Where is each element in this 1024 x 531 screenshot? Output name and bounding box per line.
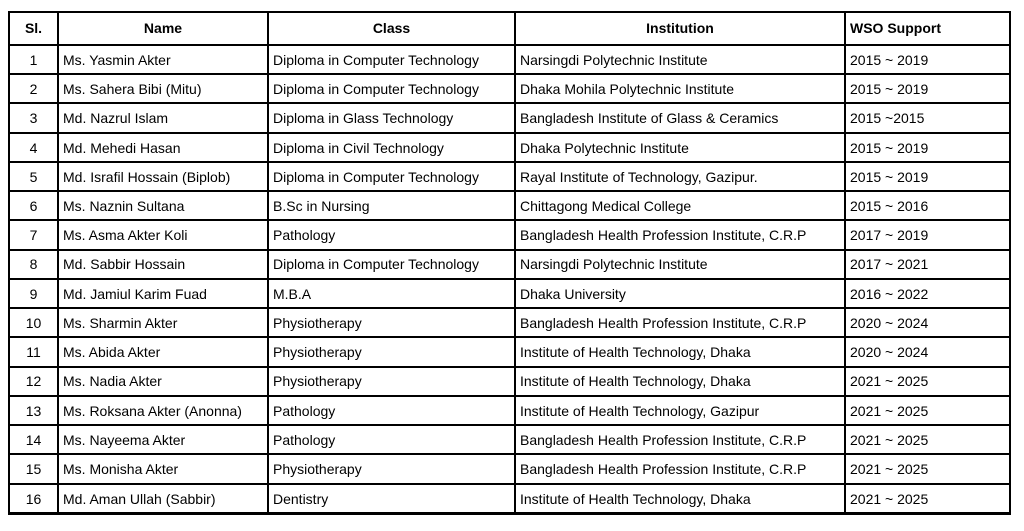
cell-sl: 15 (9, 454, 58, 483)
table-row (9, 45, 1010, 74)
cell-class: Physiotherapy (268, 367, 515, 396)
cell-name: Ms. Sharmin Akter (58, 308, 268, 337)
cell-class: Physiotherapy (268, 337, 515, 366)
cell-institution: Bangladesh Health Profession Institute, C.R.P (515, 425, 845, 454)
column-header-sl: Sl. (9, 12, 58, 45)
cell-name: Ms. Abida Akter (58, 337, 268, 366)
column-header-name: Name (58, 12, 268, 45)
table-row (9, 425, 1010, 454)
cell-sl: 13 (9, 396, 58, 425)
table-row (9, 74, 1010, 103)
cell-wso: 2016 ~ 2022 (845, 279, 1010, 308)
cell-institution: Bangladesh Health Profession Institute, C.R.P (515, 220, 845, 249)
cell-name: Ms. Yasmin Akter (58, 45, 268, 74)
cell-wso: 2015 ~2015 (845, 103, 1010, 132)
cell-institution: Bangladesh Health Profession Institute, C.R.P (515, 308, 845, 337)
cell-sl: 11 (9, 337, 58, 366)
cell-sl: 2 (9, 74, 58, 103)
cell-institution: Bangladesh Health Profession Institute, C.R.P (515, 454, 845, 483)
cell-sl: 5 (9, 162, 58, 191)
cell-wso: 2015 ~ 2019 (845, 45, 1010, 74)
cell-institution: Narsingdi Polytechnic Institute (515, 250, 845, 279)
cell-name: Ms. Naznin Sultana (58, 191, 268, 220)
table-row (9, 308, 1010, 337)
table-row (9, 367, 1010, 396)
cell-sl: 12 (9, 367, 58, 396)
cell-sl: 14 (9, 425, 58, 454)
table-row (9, 103, 1010, 132)
cell-sl: 16 (9, 484, 58, 514)
cell-wso: 2021 ~ 2025 (845, 454, 1010, 483)
cell-class: M.B.A (268, 279, 515, 308)
cell-class: Pathology (268, 220, 515, 249)
cell-class: Diploma in Computer Technology (268, 45, 515, 74)
cell-wso: 2017 ~ 2021 (845, 250, 1010, 279)
cell-wso: 2021 ~ 2025 (845, 367, 1010, 396)
cell-name: Md. Nazrul Islam (58, 103, 268, 132)
cell-wso: 2020 ~ 2024 (845, 308, 1010, 337)
table-row (9, 250, 1010, 279)
cell-institution: Institute of Health Technology, Dhaka (515, 337, 845, 366)
cell-class: Pathology (268, 425, 515, 454)
column-header-class: Class (268, 12, 515, 45)
table-row (9, 396, 1010, 425)
cell-institution: Chittagong Medical College (515, 191, 845, 220)
table-body (9, 45, 1010, 514)
cell-class: B.Sc in Nursing (268, 191, 515, 220)
cell-name: Md. Jamiul Karim Fuad (58, 279, 268, 308)
cell-name: Ms. Nadia Akter (58, 367, 268, 396)
cell-name: Md. Mehedi Hasan (58, 133, 268, 162)
cell-class: Diploma in Glass Technology (268, 103, 515, 132)
column-header-wso: WSO Support (845, 12, 1010, 45)
cell-sl: 10 (9, 308, 58, 337)
cell-institution: Dhaka Polytechnic Institute (515, 133, 845, 162)
table-row (9, 220, 1010, 249)
students-table-container (8, 11, 1011, 515)
column-header-institution: Institution (515, 12, 845, 45)
cell-wso: 2015 ~ 2016 (845, 191, 1010, 220)
table-row (9, 133, 1010, 162)
table-row (9, 162, 1010, 191)
cell-sl: 9 (9, 279, 58, 308)
cell-class: Physiotherapy (268, 454, 515, 483)
cell-wso: 2015 ~ 2019 (845, 162, 1010, 191)
cell-institution: Institute of Health Technology, Gazipur (515, 396, 845, 425)
cell-name: Md. Israfil Hossain (Biplob) (58, 162, 268, 191)
cell-sl: 8 (9, 250, 58, 279)
cell-sl: 1 (9, 45, 58, 74)
table-row (9, 337, 1010, 366)
cell-wso: 2015 ~ 2019 (845, 74, 1010, 103)
cell-class: Diploma in Computer Technology (268, 250, 515, 279)
cell-name: Ms. Monisha Akter (58, 454, 268, 483)
cell-class: Diploma in Civil Technology (268, 133, 515, 162)
table-row (9, 484, 1010, 514)
cell-sl: 6 (9, 191, 58, 220)
cell-institution: Rayal Institute of Technology, Gazipur. (515, 162, 845, 191)
cell-sl: 3 (9, 103, 58, 132)
cell-name: Ms. Asma Akter Koli (58, 220, 268, 249)
table-row (9, 279, 1010, 308)
cell-sl: 4 (9, 133, 58, 162)
table-header (9, 12, 1010, 45)
cell-name: Md. Sabbir Hossain (58, 250, 268, 279)
cell-wso: 2021 ~ 2025 (845, 396, 1010, 425)
cell-institution: Institute of Health Technology, Dhaka (515, 367, 845, 396)
cell-wso: 2020 ~ 2024 (845, 337, 1010, 366)
cell-class: Pathology (268, 396, 515, 425)
cell-class: Physiotherapy (268, 308, 515, 337)
table-row (9, 454, 1010, 483)
cell-class: Diploma in Computer Technology (268, 74, 515, 103)
students-table (8, 11, 1011, 515)
header-row (9, 12, 1010, 45)
table-row (9, 191, 1010, 220)
cell-wso: 2015 ~ 2019 (845, 133, 1010, 162)
cell-institution: Narsingdi Polytechnic Institute (515, 45, 845, 74)
cell-name: Ms. Sahera Bibi (Mitu) (58, 74, 268, 103)
cell-name: Md. Aman Ullah (Sabbir) (58, 484, 268, 514)
cell-name: Ms. Nayeema Akter (58, 425, 268, 454)
cell-wso: 2021 ~ 2025 (845, 425, 1010, 454)
cell-wso: 2021 ~ 2025 (845, 484, 1010, 514)
cell-sl: 7 (9, 220, 58, 249)
cell-institution: Bangladesh Institute of Glass & Ceramics (515, 103, 845, 132)
cell-institution: Dhaka Mohila Polytechnic Institute (515, 74, 845, 103)
cell-institution: Dhaka University (515, 279, 845, 308)
cell-wso: 2017 ~ 2019 (845, 220, 1010, 249)
cell-class: Diploma in Computer Technology (268, 162, 515, 191)
cell-class: Dentistry (268, 484, 515, 514)
cell-institution: Institute of Health Technology, Dhaka (515, 484, 845, 514)
cell-name: Ms. Roksana Akter (Anonna) (58, 396, 268, 425)
